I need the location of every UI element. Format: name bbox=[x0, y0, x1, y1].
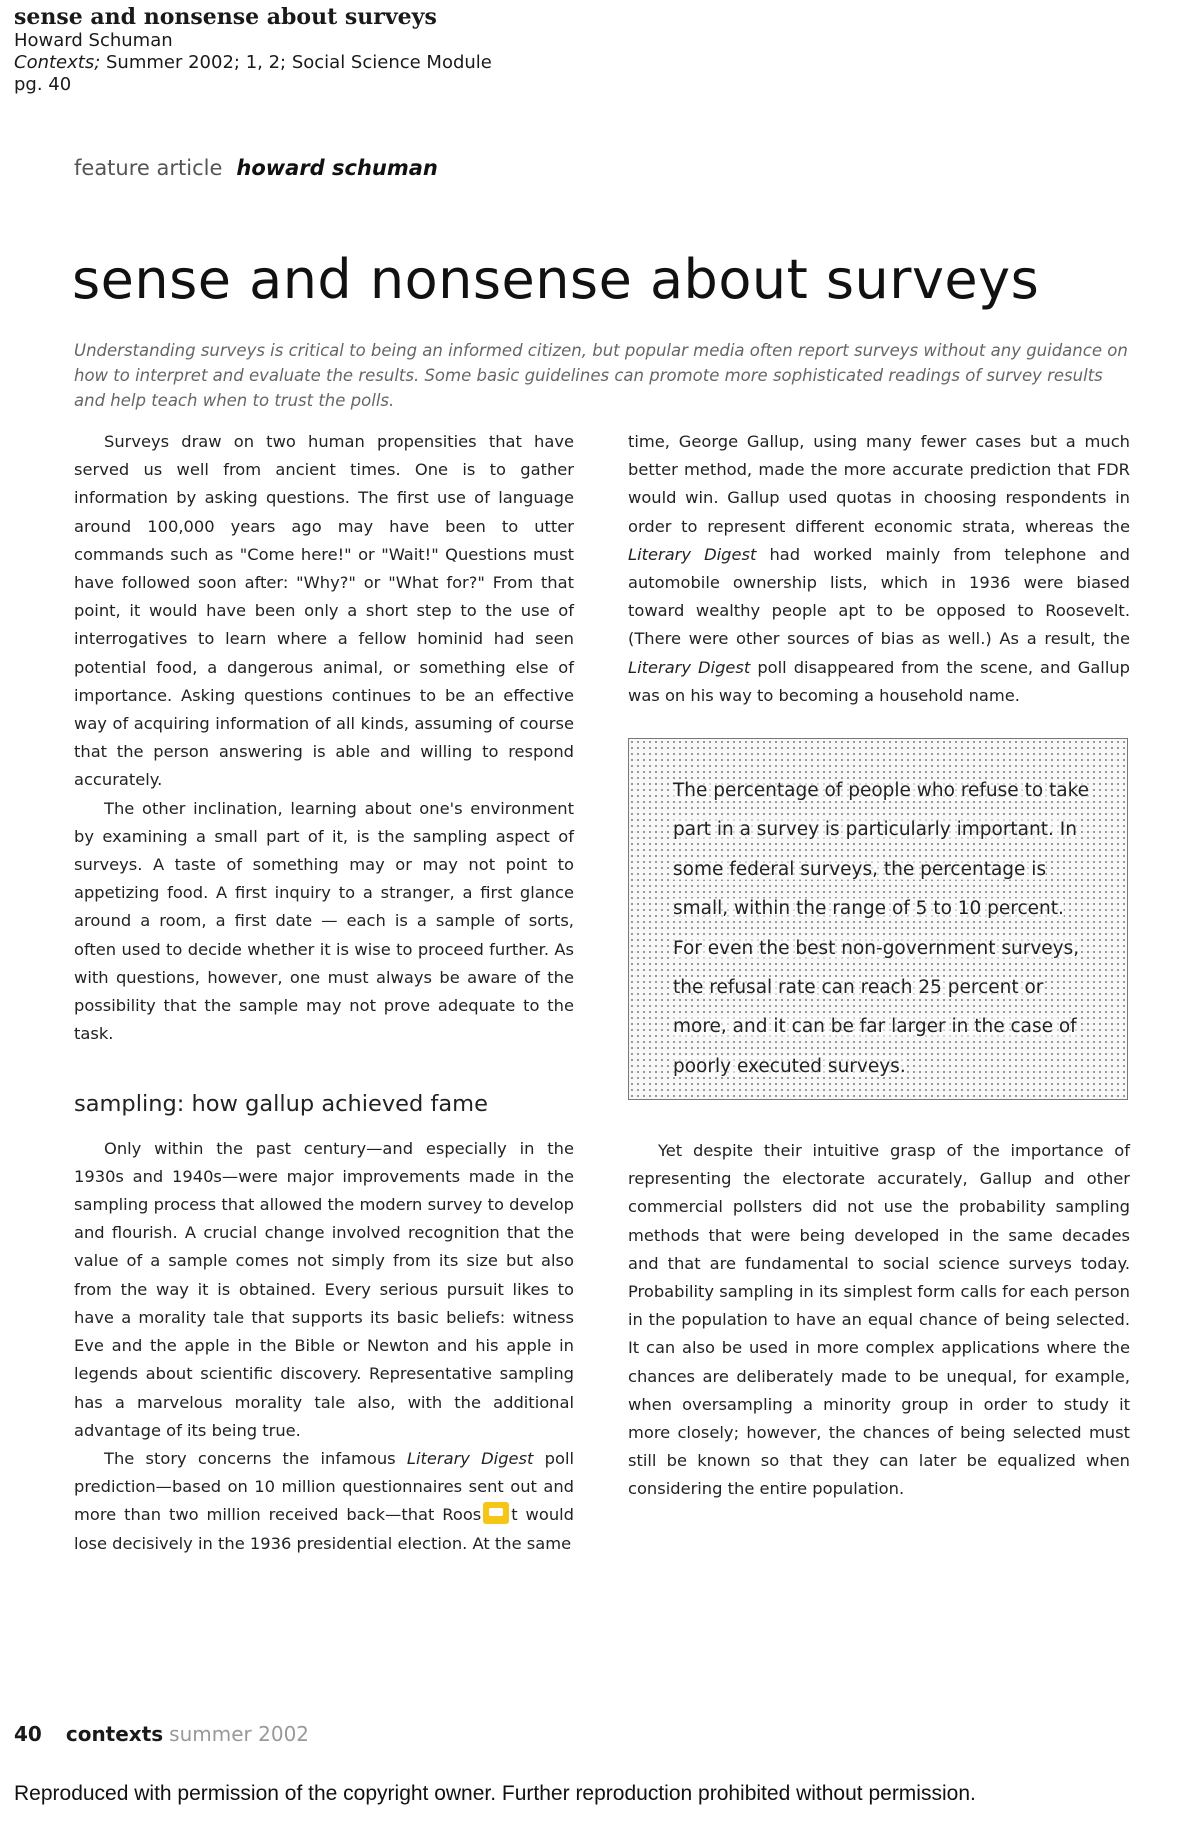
text-run: t would lose decisively in the 1936 presidential election. At the same bbox=[74, 1505, 574, 1553]
citation-block bbox=[14, 4, 492, 96]
text-run: time, George Gallup, using many fewer cases but a much better method, made the more accurate prediction that FDR would win. Gallup used quotas in choosing respondents in order to represent different economic strata, whereas the bbox=[628, 432, 1130, 536]
magazine-name: contexts bbox=[65, 1722, 164, 1746]
kicker-label: feature article bbox=[74, 156, 223, 180]
section-heading: sampling: how gallup achieved fame bbox=[74, 1091, 488, 1118]
text-run: poll disappeared from the scene, and Gallup was on his way to becoming a household name. bbox=[628, 657, 1131, 705]
text-emphasis: Literary Digest bbox=[406, 1448, 534, 1468]
text-run: poll prediction—based on 10 million questionnaires sent out and more than two million received back—that Roos bbox=[74, 1448, 574, 1525]
page-number: 40 bbox=[14, 1722, 42, 1746]
paragraph: The other inclination, learning about one's environment by examining a small part of it, is the sampling aspect of surveys. A taste of something may or may not point to appetizing food. A first inquiry to a stranger, a first glance around a room, a first date — each is a sample of sorts, often used to decide whether it is wise to proceed further. As with questions, however, one must always be aware of the possibility that the sample may not prove adequate to the task. bbox=[74, 798, 574, 1044]
kicker bbox=[74, 156, 438, 180]
article-title: sense and nonsense about surveys bbox=[72, 248, 1040, 311]
text-emphasis: Literary Digest bbox=[628, 544, 757, 564]
paragraph: Yet despite their intuitive grasp of the importance of representing the electorate accurately, Gallup and other commercial pollsters did not use the probability sampling methods that were being developed in the same decades and that are fundamental to social science surveys today. Probability sampling in its simplest form calls for each person in the population to have an equal chance of being selected. It can also be used in more complex applications where the chances are deliberately made to be unequal, for example, when oversampling a minority group in order to study it more closely; however, the chances of being selected must still be known so that they can later be equalized when considering the entire population. bbox=[628, 1141, 1130, 1499]
annotation-note-icon[interactable] bbox=[483, 1502, 509, 1524]
citation-journal: Contexts; bbox=[14, 52, 101, 73]
text-run: The story concerns the infamous bbox=[104, 1448, 407, 1468]
paragraph bbox=[74, 1445, 574, 1558]
citation-title: sense and nonsense about surveys bbox=[14, 4, 437, 30]
citation-page: pg. 40 bbox=[14, 74, 72, 95]
reproduction-notice: Reproduced with permission of the copyright owner. Further reproduction prohibited without permission. bbox=[14, 1782, 976, 1805]
right-column bbox=[628, 428, 1130, 710]
text-run: had worked mainly from telephone and automobile ownership lists, which in 1936 were biased toward wealthy people apt to be opposed to Roosevelt. (There were other sources of bias as well.) As a result, the bbox=[628, 544, 1130, 649]
article-deck: Understanding surveys is critical to being an informed citizen, but popular media often report surveys without any guidance on how to interpret and evaluate the results. Some basic guidelines can promote more sophisticated readings of survey results and help teach when to trust the polls. bbox=[74, 341, 1128, 410]
paragraph bbox=[628, 428, 1130, 710]
kicker-author: howard schuman bbox=[236, 156, 438, 180]
citation-issue: Summer 2002; 1, 2; Social Science Module bbox=[100, 52, 492, 73]
citation-author: Howard Schuman bbox=[14, 30, 173, 51]
paragraph: Surveys draw on two human propensities that have served us well from ancient times. One is to gather information by asking questions. The first use of language around 100,000 years ago may have been to utter commands such as "Come here!" or "Wait!" Questions must have followed soon after: "Why?" or "What for?" From that point, it would have been only a short step to the use of interrogatives to learn where a fellow hominid had seen potential food, a dangerous animal, or something else of importance. Asking questions continues to be an effective way of acquiring information of all kinds, assuming of course that the person answering is able and willing to respond accurately. bbox=[74, 432, 574, 790]
pull-quote-text: The percentage of people who refuse to take part in a survey is particularly important. In some federal surveys, the percentage is small, within the range of 5 to 10 percent. For even the best non-government surveys, the refusal rate can reach 25 percent or more, and it can be far larger in the case of poorly executed surveys. bbox=[673, 780, 1090, 1077]
issue-season: summer 2002 bbox=[169, 1722, 310, 1746]
right-column-lower bbox=[628, 1137, 1130, 1504]
paragraph: Only within the past century—and especially in the 1930s and 1940s—were major improvements made in the sampling process that allowed the modern survey to develop and flourish. A crucial change involved recognition that the value of a sample comes not simply from its size but also from the way it is obtained. Every serious pursuit likes to have a morality tale that supports its basic beliefs: witness Eve and the apple in the Bible or Newton and his apple in legends about scientific discovery. Representative sampling has a marvelous morality tale also, with the additional advantage of its being true. bbox=[74, 1138, 574, 1440]
text-emphasis: Literary Digest bbox=[628, 657, 751, 677]
left-column bbox=[74, 428, 574, 1558]
citation-source bbox=[14, 52, 492, 74]
pull-quote bbox=[673, 771, 1093, 1086]
page-footer bbox=[14, 1722, 309, 1746]
pull-quote-box bbox=[628, 738, 1128, 1100]
